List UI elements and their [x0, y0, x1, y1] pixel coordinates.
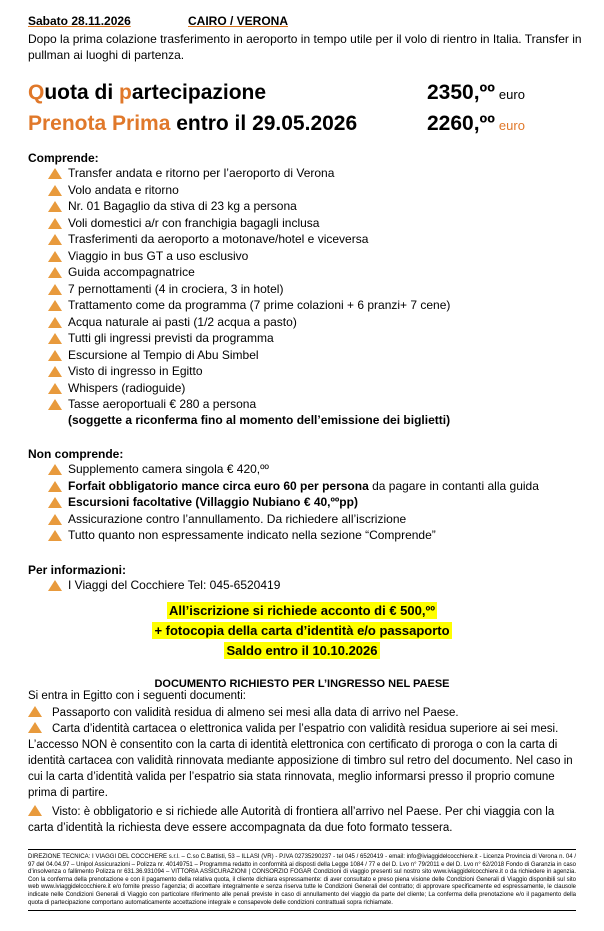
triangle-bullet-icon	[48, 218, 62, 229]
triangle-bullet-icon	[48, 514, 62, 525]
booking-line-2: + fotocopia della carta d’identità e/o passaporto	[154, 623, 450, 638]
list-item	[48, 264, 450, 281]
triangle-bullet-icon	[48, 383, 62, 394]
quota-price-value: 2350,ºº	[427, 81, 495, 104]
paragraph-text: Passaporto con validità residua di almeno sei mesi alla data di arrivo nel Paese.	[52, 707, 459, 719]
list-item	[48, 527, 539, 544]
quota-currency: euro	[498, 87, 525, 102]
list-item	[48, 165, 450, 182]
informazioni-list	[48, 577, 280, 594]
comprende-title: Comprende:	[28, 151, 99, 165]
prenota-title	[28, 112, 357, 136]
list-item-text: Visto di ingresso in Egitto	[68, 364, 203, 378]
list-item-bold-text: Forfait obbligatorio mance circa euro 60 per persona	[68, 478, 369, 493]
contact-text: I Viaggi del Cocchiere Tel: 045-6520419	[68, 578, 281, 592]
triangle-bullet-icon	[48, 251, 62, 262]
list-item	[48, 461, 539, 478]
list-item-text: 7 pernottamenti (4 in crociera, 3 in hotel)	[68, 281, 284, 296]
list-item	[48, 363, 450, 380]
documenti-passaporto	[28, 705, 580, 721]
booking-balance	[0, 643, 604, 658]
non-comprende-title: Non comprende:	[28, 447, 124, 461]
list-item	[48, 577, 280, 594]
list-item-text: Acqua naturale ai pasti (1/2 acqua a pasto)	[68, 314, 297, 329]
list-item-bold-text: Escursioni facoltative (Villaggio Nubiano € 40,ººpp)	[68, 495, 358, 509]
list-item	[48, 182, 450, 199]
documenti-title: DOCUMENTO RICHIESTO PER L’INGRESSO NEL PAESE	[154, 678, 450, 690]
legal-footer: DIREZIONE TECNICA: I VIAGGI DEL COCCHIERE s.r.l. – C.so C.Battisti, 53 – ILLASI (VR) - P.IVA 02735290237 - tel 045 / 6520419 - email: info@iviaggidelcocchiere.it - Licenza Provincia di Verona n. 04 / 97 del 04.04.97 – Unipol Assicurazioni – Polizza nr. 40149751 – Programma redatto in conformità ai disposti della Legge 1084 / 77 e del D. Lvo n° 79/2011 e del D. Lvo n° 62/2018 Fondo di Garanzia in caso d’insolvenza o fallimento Polizza nr 631.36.931094 – VITTORIA ASSICURAZIONI | CONSORZIO FOGAR Condizioni di viaggio presenti sul nostro sito www.iviaggidelcocchiere.it o da richiedere in agenzia. Con la conferma della prenotazione e con il pagamento della relativa quota, il cliente dichiara espressamente: di aver consultato e preso piena visione delle Condizioni Generali di Viaggio disponibili sul sito web www.iviaggidelcocchiere.it e/o fornite presso l’agenzia; di accettare integralmente e senza riserva tutte le Condizioni Generali del contratto; di approvare specificamente ed espressamente, le clausole indicate nelle Condizioni Generali di Viaggio con particolare riferimento alle penali previste in caso di annullamento del viaggio da parte del cliente; La conferma della prenotazione e/o il pagamento della quota di partecipazione comportano automaticamente accettazione integrale e consapevole delle condizioni contrattuali sopra richiamate.	[28, 849, 576, 911]
documenti-intro: Si entra in Egitto con i seguenti documenti:	[28, 690, 246, 702]
quota-initial-p: p	[119, 81, 132, 104]
documenti-avvertenza: L’accesso NON è consentito con la carta di identità elettronica con certificato di proroga o con la carta di identità cartacea con validità rinnovata mediante apposizione di timbro sul retro del documento. Nel caso in cui la carta d’identità valida per l’espatrio sia stata rinnovata, meglio informarsi presso il proprio comune prima di partire.	[28, 739, 573, 799]
triangle-bullet-icon	[48, 366, 62, 377]
booking-documents	[0, 623, 604, 638]
triangle-bullet-icon	[48, 168, 62, 179]
list-item	[48, 215, 450, 232]
prenota-price	[427, 112, 525, 136]
prenota-price-value: 2260,ºº	[427, 112, 495, 135]
comprende-list	[48, 165, 450, 413]
quota-initial-q: Q	[28, 81, 45, 104]
triangle-bullet-icon	[28, 706, 42, 717]
list-item-text: Guida accompagnatrice	[68, 265, 195, 279]
prenota-deadline: entro il 29.05.2026	[170, 112, 358, 135]
triangle-bullet-icon	[48, 201, 62, 212]
prenota-label: Prenota Prima	[28, 112, 171, 135]
list-item-text: Tutto quanto non espressamente indicato nella sezione “Comprende”	[68, 528, 436, 542]
triangle-bullet-icon	[48, 185, 62, 196]
list-item-text: da pagare in contanti alla guida	[368, 478, 539, 493]
list-item	[48, 347, 450, 364]
documenti-carta-identita	[28, 721, 580, 737]
tasse-note: (soggette a riconferma fino al momento dell’emissione dei biglietti)	[68, 413, 451, 427]
quota-text-1: uota di	[44, 81, 120, 104]
list-item	[48, 281, 450, 298]
list-item-text: Voli domestici a/r con franchigia bagagli inclusa	[68, 215, 320, 230]
list-item-text: Transfer andata e ritorno per l’aeroporto di Verona	[68, 166, 335, 180]
prenota-currency: euro	[498, 118, 525, 133]
day-header	[28, 14, 289, 28]
triangle-bullet-icon	[28, 805, 42, 816]
list-item	[48, 297, 450, 314]
documenti-visto	[28, 804, 580, 836]
list-item	[48, 396, 450, 413]
list-item-text: Viaggio in bus GT a uso esclusivo	[68, 248, 249, 263]
list-item-text: Volo andata e ritorno	[68, 182, 179, 197]
list-item	[48, 511, 539, 528]
triangle-bullet-icon	[48, 284, 62, 295]
triangle-bullet-icon	[48, 234, 62, 245]
quota-price	[427, 81, 525, 105]
triangle-bullet-icon	[48, 399, 62, 410]
day-date: Sabato 28.11.2026	[28, 14, 131, 28]
list-item-text: Tasse aeroportuali € 280 a persona	[68, 397, 257, 411]
day-description: Dopo la prima colazione trasferimento in aeroporto in tempo utile per il volo di rientro in Italia. Transfer in pullman ai luoghi di partenza.	[28, 32, 582, 62]
triangle-bullet-icon	[28, 722, 42, 733]
triangle-bullet-icon	[48, 481, 62, 492]
list-item-text: Tutti gli ingressi previsti da programma	[68, 331, 274, 345]
day-route: CAIRO / VERONA	[188, 14, 289, 28]
triangle-bullet-icon	[48, 497, 62, 508]
list-item-text: Whispers (radioguide)	[68, 380, 186, 395]
informazioni-title: Per informazioni:	[28, 563, 127, 577]
booking-deposit	[0, 603, 604, 618]
list-item	[48, 380, 450, 397]
booking-line-3: Saldo entro il 10.10.2026	[226, 643, 378, 658]
list-item	[48, 248, 450, 265]
list-item	[48, 478, 539, 495]
list-item-text: Trattamento come da programma (7 prime colazioni + 6 pranzi+ 7 cene)	[68, 298, 451, 312]
list-item-text: Assicurazione contro l’annullamento. Da richiedere all’iscrizione	[68, 511, 407, 526]
list-item-text: Escursione al Tempio di Abu Simbel	[68, 347, 259, 362]
list-item	[48, 314, 450, 331]
list-item	[48, 231, 450, 248]
quota-text-2: artecipazione	[131, 81, 267, 104]
paragraph-text: Visto: è obbligatorio e si richiede alle Autorità di frontiera all’arrivo nel Paese. Per chi viaggia con la carta d’identità la richiesta deve essere accompagnata da due foto formato tessera.	[28, 806, 555, 834]
list-item	[48, 330, 450, 347]
list-item-text: Trasferimenti da aeroporto a motonave/hotel e viceversa	[68, 232, 369, 246]
triangle-bullet-icon	[48, 300, 62, 311]
list-item	[48, 494, 539, 511]
triangle-bullet-icon	[48, 464, 62, 475]
triangle-bullet-icon	[48, 317, 62, 328]
quota-title	[28, 81, 266, 105]
triangle-bullet-icon	[48, 530, 62, 541]
triangle-bullet-icon	[48, 580, 62, 591]
list-item-text: Nr. 01 Bagaglio da stiva di 23 kg a persona	[68, 199, 297, 213]
list-item	[48, 198, 450, 215]
triangle-bullet-icon	[48, 267, 62, 278]
triangle-bullet-icon	[48, 333, 62, 344]
paragraph-text: Carta d’identità cartacea o elettronica valida per l’espatrio con validità residua superiore ai sei mesi.	[52, 723, 559, 735]
booking-line-1: All’iscrizione si richiede acconto di € 500,ºº	[169, 603, 435, 618]
list-item-text: Supplemento camera singola € 420,ºº	[68, 462, 269, 476]
triangle-bullet-icon	[48, 350, 62, 361]
non-comprende-list	[48, 461, 539, 544]
